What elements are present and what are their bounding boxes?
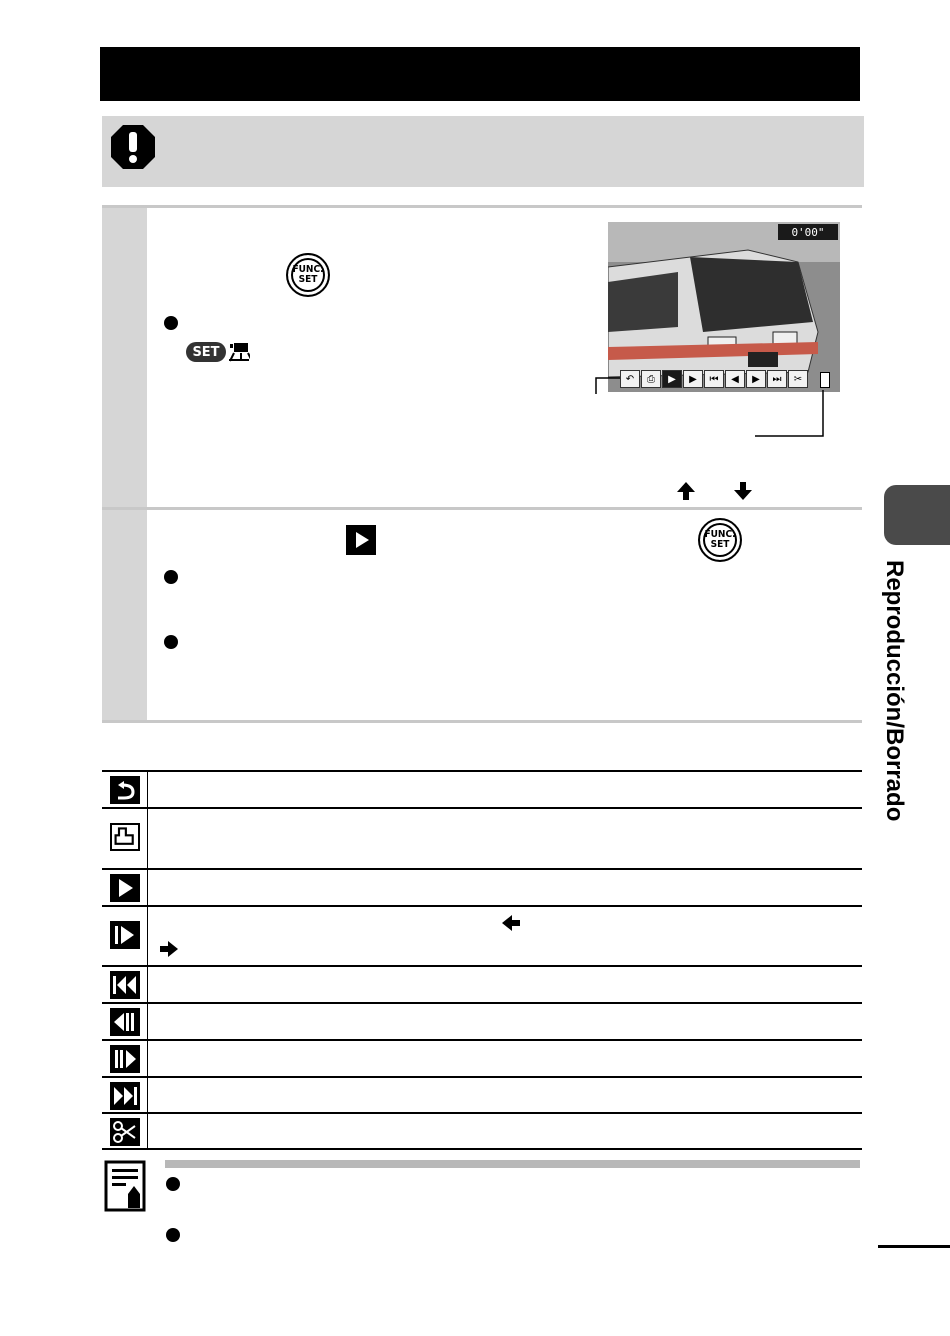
row-divider <box>147 870 148 906</box>
train-photo <box>608 222 840 392</box>
edit-scissors-icon[interactable]: ✂ <box>788 370 808 388</box>
table-bottom-rule <box>102 1148 862 1150</box>
play-icon <box>110 874 140 902</box>
play-icon[interactable]: ▶ <box>662 370 682 388</box>
caution-band <box>102 116 864 187</box>
movie-icon <box>228 341 250 363</box>
set-badge-icon <box>186 342 226 362</box>
row-divider <box>147 1078 148 1114</box>
arrow-down-icon <box>732 480 754 502</box>
row-divider <box>147 1004 148 1040</box>
return-icon <box>110 776 140 804</box>
last-frame-icon[interactable]: ⏭ <box>767 370 787 388</box>
next-frame-icon <box>110 1045 140 1073</box>
table-row <box>102 1112 862 1150</box>
func-set-button-icon <box>286 253 330 297</box>
first-frame-icon <box>110 971 140 999</box>
callout-lines <box>590 370 840 440</box>
table-row <box>102 770 862 808</box>
table-row <box>102 1076 862 1114</box>
edit-scissors-icon <box>110 1118 140 1146</box>
set-label: SET <box>298 274 318 285</box>
table-row <box>102 1039 862 1077</box>
step-2-gutter <box>102 510 147 720</box>
first-frame-icon[interactable]: ⏮ <box>704 370 724 388</box>
row-divider <box>147 1041 148 1077</box>
time-readout <box>778 224 838 240</box>
camera-screen-image <box>608 222 840 392</box>
arrow-left-icon <box>500 913 522 933</box>
chapter-tab <box>884 485 950 545</box>
step-1-gutter <box>102 208 147 508</box>
set-badge-label: SET <box>192 344 220 360</box>
return-icon[interactable]: ↶ <box>620 370 640 388</box>
print-icon <box>110 823 140 851</box>
arrow-up-icon <box>675 480 697 502</box>
func-label: FUNC. <box>292 264 324 275</box>
row-divider <box>147 809 148 869</box>
title-bar <box>100 47 860 101</box>
caution-icon <box>109 123 157 171</box>
bullet <box>164 570 178 584</box>
page-number-rule <box>878 1245 950 1248</box>
slow-motion-icon[interactable]: ▶ <box>683 370 703 388</box>
note-header-bar <box>165 1160 860 1168</box>
play-icon <box>346 525 376 555</box>
table-row <box>102 868 862 906</box>
set-label: SET <box>710 539 730 550</box>
func-set-button-icon <box>698 518 742 562</box>
note-icon <box>104 1160 148 1212</box>
next-frame-icon[interactable]: ▶ <box>746 370 766 388</box>
table-row <box>102 965 862 1003</box>
previous-frame-icon[interactable]: ◀ <box>725 370 745 388</box>
row-divider <box>147 1114 148 1150</box>
previous-frame-icon <box>110 1008 140 1036</box>
func-label: FUNC. <box>704 529 736 540</box>
table-row <box>102 807 862 869</box>
arrow-right-icon <box>158 939 180 959</box>
row-divider <box>147 967 148 1003</box>
row-divider <box>147 907 148 967</box>
last-frame-icon <box>110 1082 140 1110</box>
table-row <box>102 1002 862 1040</box>
bullet <box>166 1228 180 1242</box>
step-2-panel <box>102 507 862 723</box>
table-row <box>102 905 862 967</box>
time-readout-text: 0'00" <box>791 225 825 239</box>
chapter-label-text: Reproducción/Borrado <box>881 560 908 822</box>
chapter-label <box>870 560 910 850</box>
row-divider <box>147 772 148 808</box>
bullet <box>164 635 178 649</box>
bullet <box>166 1177 180 1191</box>
slow-motion-icon <box>110 921 140 949</box>
bullet <box>164 316 178 330</box>
print-icon[interactable]: ⎙ <box>641 370 661 388</box>
